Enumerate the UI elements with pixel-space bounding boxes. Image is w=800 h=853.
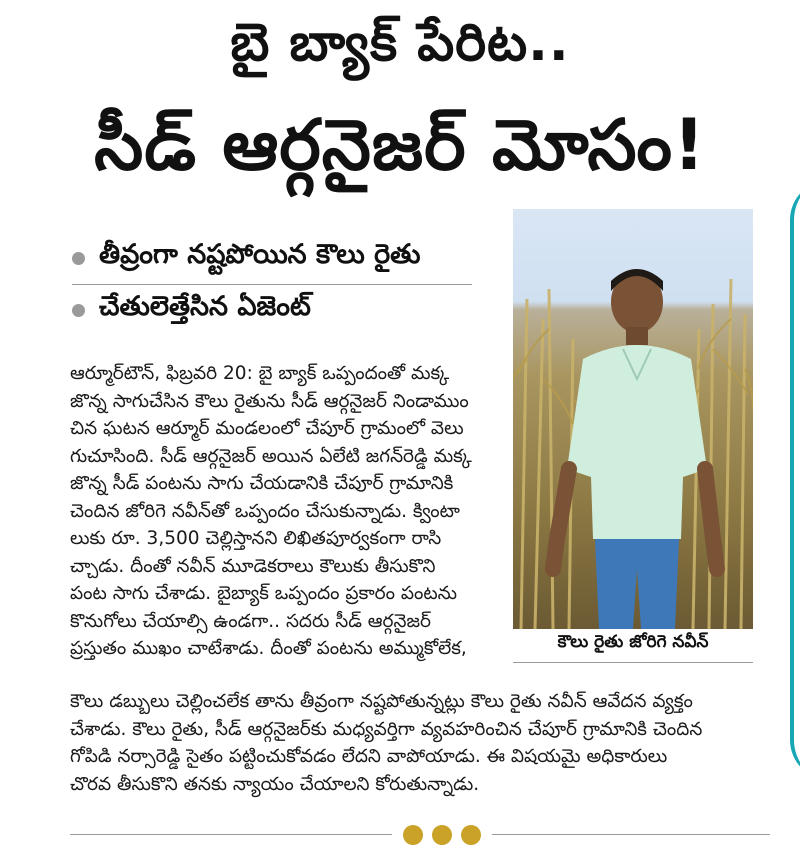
- ornament-dot-icon: [403, 825, 423, 845]
- body-line: చ్చాడు. దీంతో నవీన్ మూడెకరాలు కౌలుకు తీసుకొని: [70, 555, 436, 577]
- ornament-dot-icon: [461, 825, 481, 845]
- bullet-item: [72, 284, 472, 336]
- ornament-dot-icon: [432, 825, 452, 845]
- body-line: ప్రస్తుతం ముఖం చాటేశాడు. దీంతో పంటను అమ్ముకోలేక,: [70, 638, 467, 659]
- body-line: చెందిన జోరిగె నవీన్‌తో ఒప్పందం చేసుకున్నాడు. క్వింటా: [70, 500, 460, 522]
- footer-ornament: [392, 820, 492, 850]
- article-body-narrow: [70, 360, 502, 663]
- body-line: లుకు రూ. 3,500 చెల్లిస్తానని లిఖితపూర్వకంగా రాసి: [70, 528, 442, 549]
- subheading-bullets: [72, 232, 472, 336]
- edge-accent-arc: [790, 180, 800, 780]
- body-line: కొనుగోలు చేయాల్సి ఉండగా.. సదరు సీడ్ ఆర్గనైజర్: [70, 610, 432, 632]
- article-body-wide: [70, 688, 760, 798]
- headline-line-2: సీడ్ ఆర్గనైజర్ మోసం!: [94, 104, 706, 186]
- body-line: పంట సాగు చేశాడు. బైబ్యాక్ ఒప్పందం ప్రకారం పంటను: [70, 583, 458, 604]
- body-line: చొరవ తీసుకొని తనకు న్యాయం చేయాలని కోరుతున్నాడు.: [70, 773, 480, 795]
- body-line: చేశాడు. కౌలు రైతు, సీడ్ ఆర్గనైజర్‌కు మధ్యవర్తిగా వ్యవహరించిన చేపూర్ గ్రామానికి చెందిన: [70, 718, 703, 740]
- photo-caption: కౌలు రైతు జోరిగె నవీన్: [557, 632, 709, 652]
- body-line: గోపిడి నర్సారెడ్డి సైతం పట్టించుకోవడం లేదని వాపోయాడు. ఈ విషయమై అధికారులు: [70, 746, 668, 767]
- farmer-photo: [513, 209, 753, 629]
- body-line: జొన్న సాగుచేసిన కౌలు రైతును సీడ్ ఆర్గనైజర్ నిండాముం: [70, 390, 469, 412]
- bullet-dot-icon: [72, 304, 85, 317]
- caption-divider: [513, 662, 753, 663]
- bullet-dot-icon: [72, 252, 85, 265]
- bullet-text: చేతులెత్తేసిన ఏజెంట్: [99, 291, 311, 322]
- body-line: జొన్న సీడ్ పంటను సాగు చేయడానికి చేపూర్ గ్రామానికి: [70, 473, 454, 494]
- bullet-text: తీవ్రంగా నష్టపోయిన కౌలు రైతు: [99, 239, 421, 270]
- body-line: కౌలు డబ్బులు చెల్లించలేక తాను తీవ్రంగా నష్టపోతున్నట్లు కౌలు రైతు నవీన్ ఆవేదన వ్యక్తం: [70, 691, 693, 712]
- headline-line-1: బై బ్యాక్ పేరిట..: [230, 13, 570, 73]
- farmer-in-cornfield-image: [513, 209, 753, 629]
- bullet-item: [72, 232, 472, 284]
- body-line: ఆర్మూర్‌టౌన్, ఫిబ్రవరి 20: బై బ్యాక్ ఒప్పందంతో మక్క: [70, 363, 450, 384]
- body-line: చిన ఘటన ఆర్మూర్ మండలంలో చేపూర్ గ్రామంలో వెలు: [70, 418, 464, 439]
- body-line: గుచూసింది. సీడ్ ఆర్గనైజర్ అయిన ఏలేటి జగన్‌రెడ్డి మక్క: [70, 445, 472, 467]
